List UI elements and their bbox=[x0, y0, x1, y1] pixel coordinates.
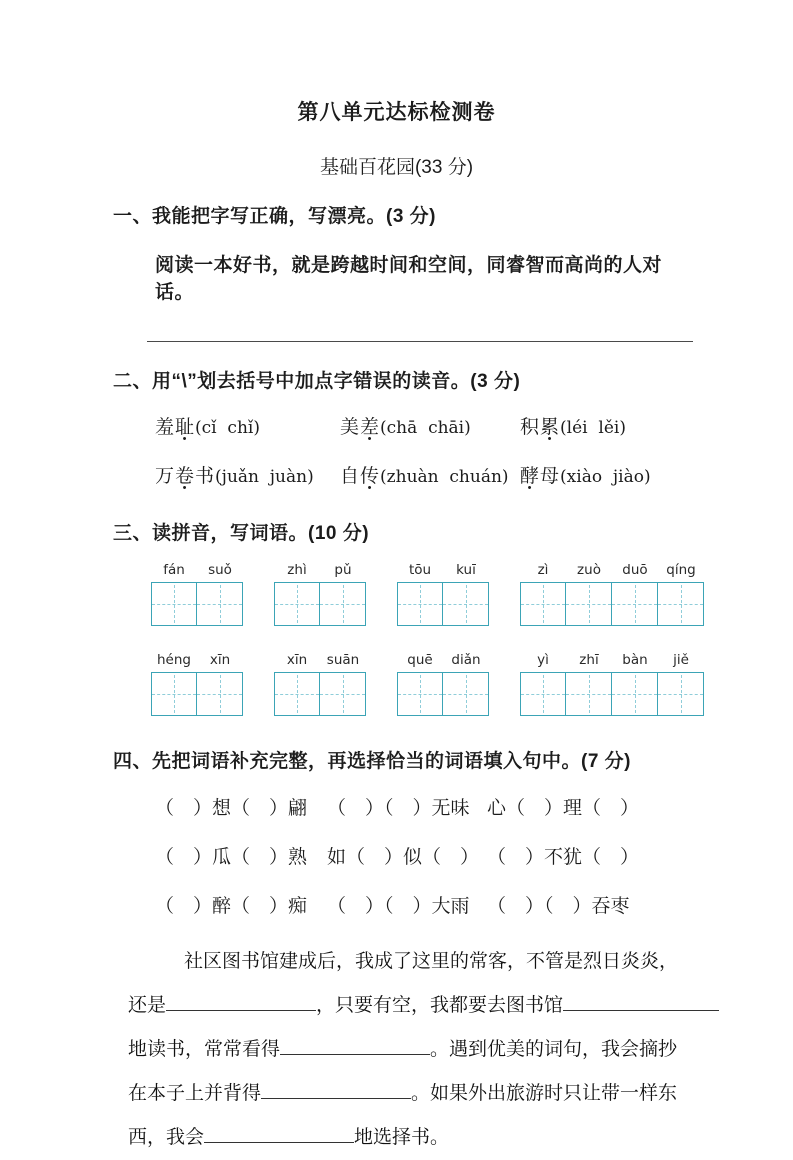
paragraph-line: 在本子上并背得 。如果外出旅游时只让带一样东 bbox=[128, 1083, 678, 1104]
writing-cell bbox=[197, 672, 243, 716]
pinyin-reading: (xiào jiào) bbox=[560, 467, 651, 487]
pinyin-syllable: diǎn bbox=[451, 652, 481, 668]
grid-group bbox=[274, 562, 366, 626]
pinyin-choice-row bbox=[155, 412, 693, 439]
dotted-char: 差 bbox=[360, 417, 381, 438]
grid-group bbox=[151, 562, 243, 626]
writing-cell bbox=[658, 582, 704, 626]
paragraph-line: 地读书，常常看得 。遇到优美的词句，我会摘抄 bbox=[128, 1039, 678, 1060]
section-heading-3: 三、读拼音，写词语。(10 分) bbox=[113, 523, 370, 544]
fill-blank bbox=[280, 1038, 430, 1055]
paragraph-line: 社区图书馆建成后，我成了这里的常客，不管是烈日炎炎， bbox=[184, 951, 679, 972]
writing-cell bbox=[151, 582, 197, 626]
hanzi-word: 羞耻 bbox=[155, 417, 195, 438]
pinyin-choice-item bbox=[155, 461, 340, 488]
writing-cell bbox=[197, 582, 243, 626]
pinyin-syllable: suān bbox=[326, 652, 360, 668]
pinyin-syllable: kuī bbox=[456, 562, 476, 578]
pinyin-choice-row bbox=[155, 461, 693, 488]
grid-group bbox=[520, 652, 704, 716]
pinyin-syllable: duō bbox=[622, 562, 648, 578]
pinyin-reading: (zhuàn chuán) bbox=[380, 467, 509, 487]
pinyin-syllable: yì bbox=[537, 652, 549, 668]
idiom-item: （ ）（ ）大雨 bbox=[327, 896, 470, 917]
hanzi-word: 自传 bbox=[340, 466, 380, 487]
idiom-item: （ ）瓜（ ）熟 bbox=[155, 847, 308, 868]
fill-blank bbox=[204, 1126, 354, 1143]
idiom-item: （ ）想（ ）翩 bbox=[155, 798, 308, 819]
paragraph-line: 还是 ，只要有空，我都要去图书馆 bbox=[128, 984, 693, 1028]
writing-cell bbox=[151, 672, 197, 716]
pinyin-syllable: zuò bbox=[577, 562, 601, 578]
section-heading-2: 二、用“\”划去括号中加点字错误的读音。(3 分) bbox=[113, 371, 521, 392]
hanzi-word: 美差 bbox=[340, 417, 380, 438]
pinyin-syllable: héng bbox=[157, 652, 191, 668]
pinyin-syllable: pǔ bbox=[334, 562, 352, 578]
pinyin-choice-item bbox=[520, 412, 693, 439]
grid-group bbox=[274, 652, 366, 716]
page-title: 第八单元达标检测卷 bbox=[297, 101, 496, 124]
pinyin-syllable: xīn bbox=[286, 652, 308, 668]
hanzi-word: 万卷书 bbox=[155, 466, 215, 487]
pinyin-syllable: quē bbox=[407, 652, 433, 668]
paper-content bbox=[113, 201, 696, 1160]
writing-cell bbox=[320, 582, 366, 626]
dictation-sentence: 阅读一本好书，就是跨越时间和空间，同睿智而高尚的人对话。 bbox=[155, 255, 663, 303]
idiom-row bbox=[155, 793, 693, 820]
writing-cell bbox=[566, 672, 612, 716]
section-heading-4: 四、先把词语补充完整，再选择恰当的词语填入句中。(7 分) bbox=[113, 751, 632, 772]
grid-group bbox=[520, 562, 704, 626]
pinyin-syllable: suǒ bbox=[208, 562, 232, 578]
writing-cell bbox=[520, 672, 566, 716]
pinyin-reading: (chā chāi) bbox=[380, 418, 471, 438]
grid-group bbox=[151, 652, 243, 716]
idiom-item: （ ）醉（ ）痴 bbox=[155, 896, 308, 917]
pinyin-choice-item bbox=[155, 412, 340, 439]
writing-cell bbox=[612, 582, 658, 626]
idiom-item: 心（ ）理（ ） bbox=[487, 798, 640, 819]
grid-group bbox=[397, 562, 489, 626]
idiom-item: （ ）（ ）无味 bbox=[327, 798, 470, 819]
pinyin-grid-row bbox=[151, 562, 696, 626]
pinyin-syllable: fán bbox=[163, 562, 185, 578]
paragraph-line: 西，我会 地选择书。 bbox=[128, 1127, 450, 1148]
fill-blank bbox=[166, 994, 316, 1011]
writing-cell bbox=[397, 672, 443, 716]
fill-blank bbox=[563, 994, 719, 1011]
dotted-char: 酵 bbox=[520, 466, 541, 487]
writing-cell bbox=[443, 582, 489, 626]
dotted-char: 传 bbox=[360, 466, 381, 487]
pinyin-syllable: bàn bbox=[622, 652, 648, 668]
pinyin-grid-row bbox=[151, 652, 693, 716]
pinyin-syllable: qíng bbox=[666, 562, 696, 578]
hanzi-word: 积累 bbox=[520, 417, 560, 438]
pinyin-choice-item bbox=[520, 461, 693, 488]
pinyin-reading: (léi lěi) bbox=[560, 418, 626, 438]
writing-cell bbox=[658, 672, 704, 716]
dotted-char: 耻 bbox=[175, 417, 196, 438]
section-heading-1: 一、我能把字写正确，写漂亮。(3 分) bbox=[113, 206, 437, 227]
writing-cell bbox=[566, 582, 612, 626]
writing-grids bbox=[151, 562, 696, 716]
pinyin-choice-item bbox=[340, 461, 520, 488]
dotted-char: 累 bbox=[540, 417, 561, 438]
pinyin-syllable: zhì bbox=[287, 562, 307, 578]
pinyin-syllable: tōu bbox=[408, 562, 432, 578]
writing-cell bbox=[320, 672, 366, 716]
dotted-char: 卷 bbox=[175, 466, 196, 487]
fill-blank bbox=[261, 1082, 411, 1099]
idiom-item: 如（ ）似（ ） bbox=[327, 847, 480, 868]
pinyin-syllable: zì bbox=[537, 562, 549, 578]
pinyin-reading: (cǐ chǐ) bbox=[195, 418, 260, 438]
writing-cell bbox=[443, 672, 489, 716]
writing-cell bbox=[520, 582, 566, 626]
pinyin-reading: (juǎn juàn) bbox=[215, 467, 314, 487]
idiom-item: （ ）（ ）吞枣 bbox=[487, 896, 630, 917]
writing-cell bbox=[274, 582, 320, 626]
hanzi-word: 酵母 bbox=[520, 466, 560, 487]
writing-cell bbox=[612, 672, 658, 716]
idiom-row bbox=[155, 891, 693, 918]
pinyin-syllable: zhī bbox=[579, 652, 599, 668]
pinyin-syllable: xīn bbox=[209, 652, 231, 668]
pinyin-choice-item bbox=[340, 412, 520, 439]
writing-cell bbox=[274, 672, 320, 716]
idiom-item: （ ）不犹（ ） bbox=[487, 847, 640, 868]
fill-paragraph bbox=[128, 940, 693, 1160]
section-part-title: 基础百花园(33 分) bbox=[319, 157, 474, 178]
writing-cell bbox=[397, 582, 443, 626]
answer-line bbox=[147, 341, 693, 342]
pinyin-syllable: jiě bbox=[673, 652, 689, 668]
idiom-row bbox=[155, 842, 693, 869]
grid-group bbox=[397, 652, 489, 716]
